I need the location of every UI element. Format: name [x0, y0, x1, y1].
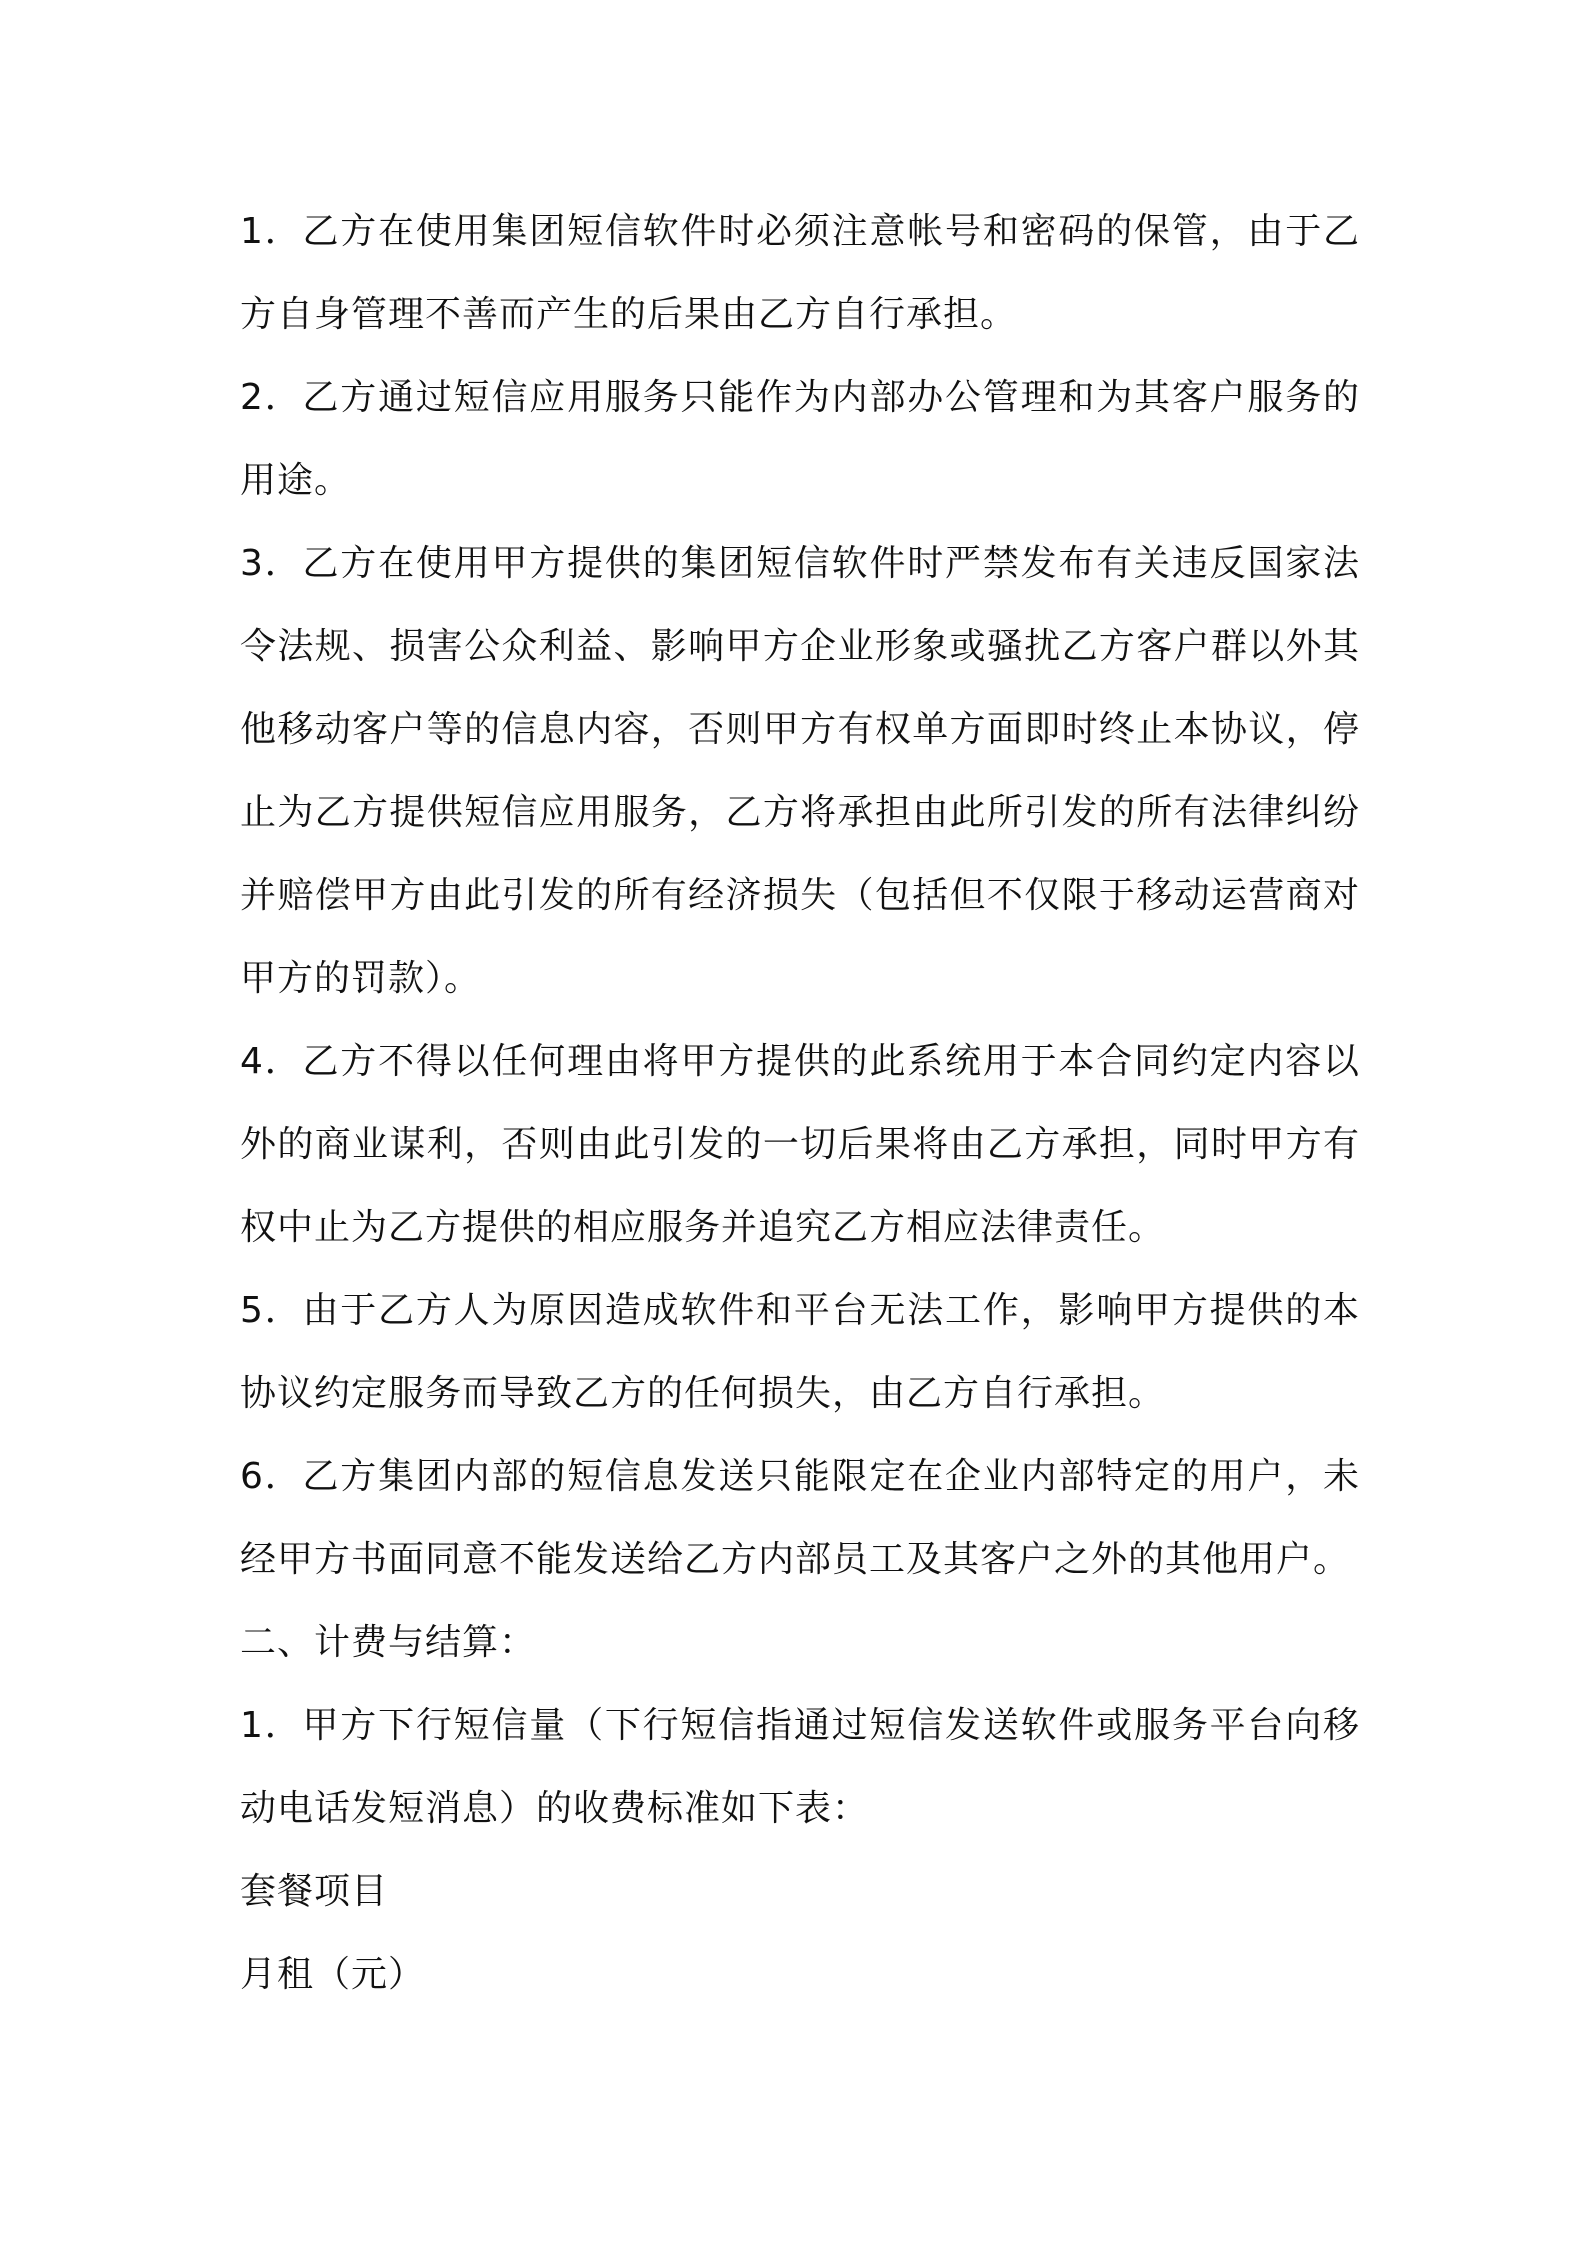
clause-4-commercial-use: 4．乙方不得以任何理由将甲方提供的此系统用于本合同约定内容以外的商业谋利，否则由此引发的一切后果将由乙方承担，同时甲方有权中止为乙方提供的相应服务并追究乙方相应法律责任。: [240, 1041, 1360, 1248]
section-heading-billing: 二、计费与结算：: [240, 1622, 537, 1663]
billing-clause-1: 1．甲方下行短信量（下行短信指通过短信发送软件或服务平台向移动电话发短消息）的收费标准如下表：: [240, 1705, 1360, 1829]
clause-2-usage-scope: 2．乙方通过短信应用服务只能作为内部办公管理和为其客户服务的用途。: [240, 377, 1360, 501]
clause-1-account-security: 1．乙方在使用集团短信软件时必须注意帐号和密码的保管，由于乙方自身管理不善而产生的后果由乙方自行承担。: [240, 211, 1360, 335]
document-body: [240, 190, 1360, 2016]
table-label-package-item: 套餐项目: [240, 1871, 389, 1912]
clause-5-losses: 5．由于乙方人为原因造成软件和平台无法工作，影响甲方提供的本协议约定服务而导致乙方的任何损失，由乙方自行承担。: [240, 1290, 1360, 1414]
clause-6-recipients: 6．乙方集团内部的短信息发送只能限定在企业内部特定的用户，未经甲方书面同意不能发送给乙方内部员工及其客户之外的其他用户。: [240, 1456, 1360, 1580]
clause-3-prohibited-content: 3．乙方在使用甲方提供的集团短信软件时严禁发布有关违反国家法令法规、损害公众利益、影响甲方企业形象或骚扰乙方客户群以外其他移动客户等的信息内容，否则甲方有权单方面即时终止本协议，停止为乙方提供短信应用服务，乙方将承担由此所引发的所有法律纠纷并赔偿甲方由此引发的所有经济损失（包括但不仅限于移动运营商对甲方的罚款）。: [240, 543, 1360, 999]
table-label-monthly-rent: 月租（元）: [240, 1954, 426, 1995]
